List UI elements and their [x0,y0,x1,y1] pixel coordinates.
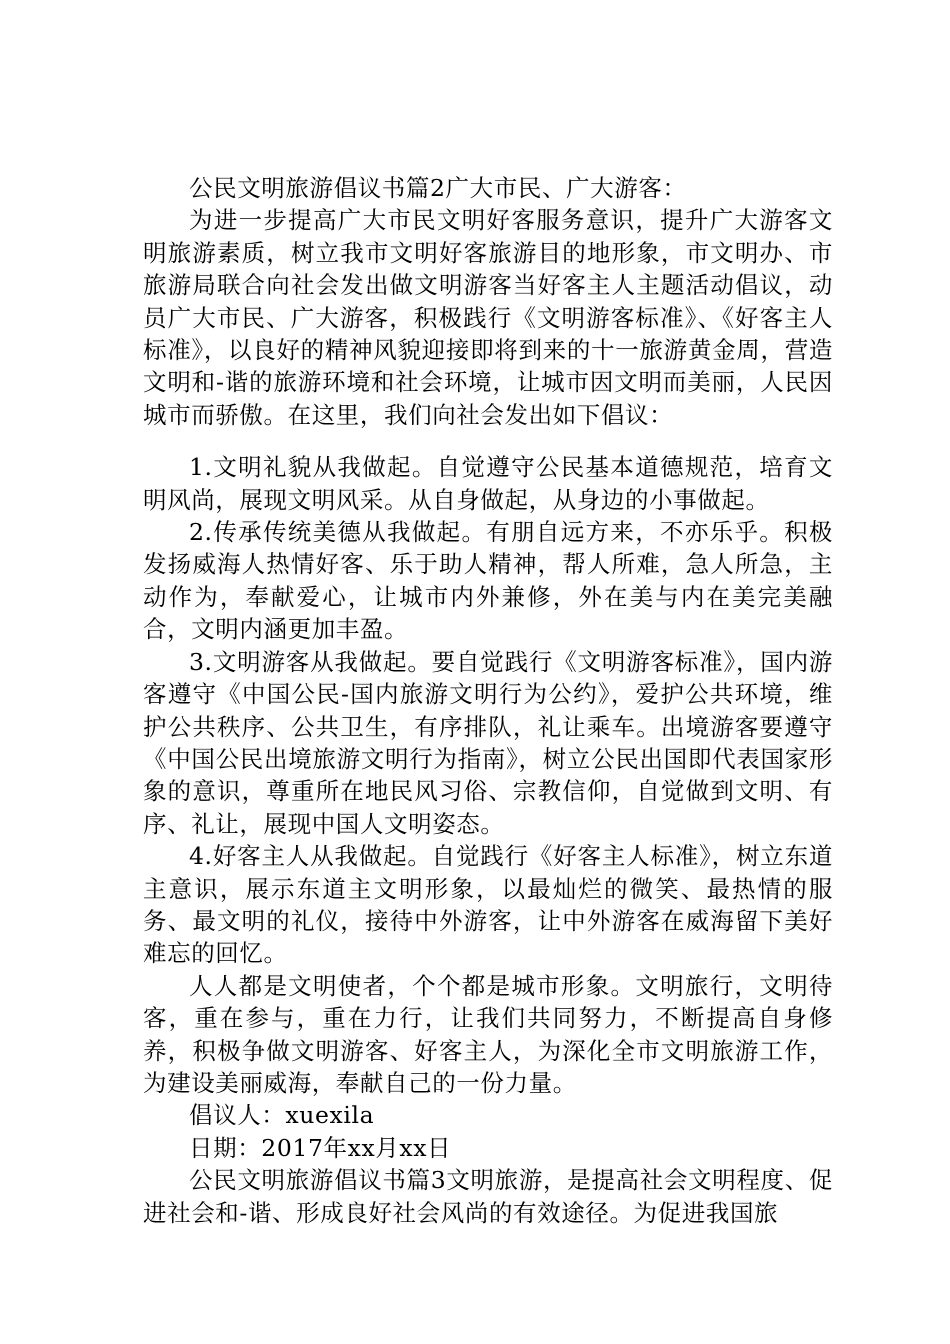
document-body [143,172,833,1229]
paragraph-item-1: 1.文明礼貌从我做起。自觉遵守公民基本道德规范，培育文明风尚，展现文明风采。从自身做起，从身边的小事做起。 [143,453,833,514]
paragraph-heading: 公民文明旅游倡议书篇2广大市民、广大游客： [189,174,687,202]
initiator-line: 倡议人：xuexila [189,1101,375,1130]
paragraph-item-3: 3.文明游客从我做起。要自觉践行《文明游客标准》，国内游客遵守《中国公民-国内旅游文明行为公约》，爱护公共环境，维护公共秩序、公共卫生，有序排队，礼让乘车。出境游客要遵守《中国公民出境旅游文明行为指南》，树立公民出国即代表国家形象的意识，尊重所在地民风习俗、宗教信仰，自觉做到文明、有序、礼让，展现中国人文明姿态。 [143,647,833,838]
paragraph-next-section: 公民文明旅游倡议书篇3文明旅游，是提高社会文明程度、促进社会和-谐、形成良好社会风尚的有效途径。为促进我国旅 [143,1166,833,1227]
paragraph-closing: 人人都是文明使者，个个都是城市形象。文明旅行，文明待客，重在参与，重在力行，让我们共同努力，不断提高自身修养，积极争做文明游客、好客主人，为深化全市文明旅游工作，为建设美丽威海，奉献自己的一份力量。 [143,971,833,1097]
paragraph-item-4: 4.好客主人从我做起。自觉践行《好客主人标准》，树立东道主意识，展示东道主文明形象，以最灿烂的微笑、最热情的服务、最文明的礼仪，接待中外游客，让中外游客在威海留下美好难忘的回忆。 [143,842,833,968]
paragraph-intro: 为进一步提高广大市民文明好客服务意识，提升广大游客文明旅游素质，树立我市文明好客旅游目的地形象，市文明办、市旅游局联合向社会发出做文明游客当好客主人主题活动倡议，动员广大市民、广大游客，积极践行《文明游客标准》、《好客主人标准》，以良好的精神风貌迎接即将到来的十一旅游黄金周，营造文明和-谐的旅游环境和社会环境，让城市因文明而美丽，人民因城市而骄傲。在这里，我们向社会发出如下倡议： [143,206,833,429]
date-line: 日期：2017年xx月xx日 [189,1133,452,1162]
paragraph-gap [143,431,833,451]
paragraph-item-2: 2.传承传统美德从我做起。有朋自远方来，不亦乐乎。积极发扬威海人热情好客、乐于助人精神，帮人所难，急人所急，主动作为，奉献爱心，让城市内外兼修，外在美与内在美完美融合，文明内涵更加丰盈。 [143,518,833,644]
